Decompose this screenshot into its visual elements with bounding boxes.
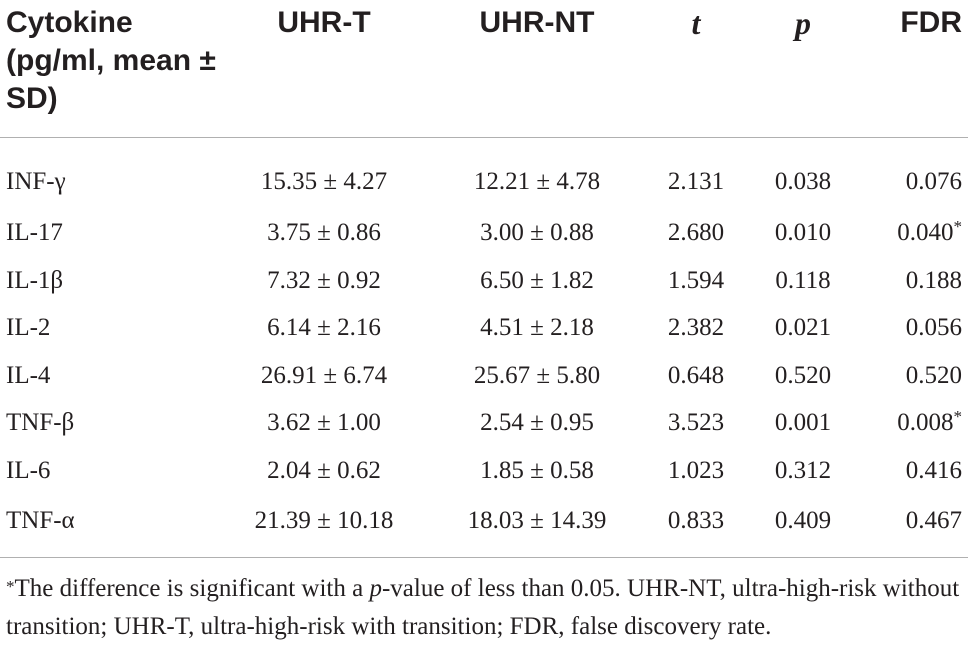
cell-fdr-value: 0.188 [905, 266, 962, 294]
cell-t [644, 257, 748, 305]
cell-uhr-nt-value: 2.54 ± 0.95 [480, 409, 594, 437]
cell-p-value: 0.001 [774, 409, 832, 437]
cell-uhr-t-value: 6.14 ± 2.16 [267, 314, 381, 342]
cell-p-value: 0.409 [774, 506, 832, 534]
cell-cytokine [0, 210, 218, 258]
cell-uhr-nt-value: 1.85 ± 0.58 [480, 456, 594, 484]
cell-cytokine [0, 305, 218, 353]
cell-uhr-nt-value: 6.50 ± 1.82 [480, 266, 594, 294]
cell-p-value: 0.312 [774, 456, 832, 484]
cell-cytokine-value: IL-4 [6, 361, 51, 389]
cell-uhr-t [218, 400, 430, 448]
cell-cytokine-value: IL-17 [6, 219, 63, 247]
table-header [0, 0, 968, 137]
cell-uhr-nt-value: 18.03 ± 14.39 [467, 506, 607, 534]
table-body [0, 137, 968, 557]
cell-t-value: 2.680 [667, 219, 725, 247]
cell-fdr [858, 137, 968, 210]
table-row [0, 352, 968, 400]
cell-t [644, 305, 748, 353]
cell-fdr [858, 400, 968, 448]
cell-fdr [858, 305, 968, 353]
cell-fdr [858, 257, 968, 305]
table-row [0, 210, 968, 258]
header-fdr: FDR [900, 6, 962, 39]
cell-t [644, 210, 748, 258]
header-p: p [795, 5, 811, 41]
header-uhr-t: UHR-T [277, 6, 371, 39]
table-row [0, 400, 968, 448]
cell-uhr-t [218, 257, 430, 305]
table-row [0, 495, 968, 558]
table-row [0, 305, 968, 353]
cell-cytokine-value: INF-γ [6, 167, 66, 195]
cell-uhr-t-value: 15.35 ± 4.27 [260, 167, 388, 195]
cell-t [644, 495, 748, 558]
cell-cytokine [0, 257, 218, 305]
cell-cytokine-value: IL-1β [6, 266, 64, 294]
cell-cytokine [0, 495, 218, 558]
cell-p-value: 0.118 [775, 266, 831, 294]
cell-uhr-t [218, 495, 430, 558]
cell-t [644, 352, 748, 400]
cell-t-value: 1.594 [667, 266, 725, 294]
cell-uhr-nt [430, 137, 644, 210]
footnote-text-1: The difference is significant with a [14, 575, 370, 602]
cell-cytokine [0, 447, 218, 495]
header-row [0, 0, 968, 137]
cell-cytokine [0, 400, 218, 448]
table-row [0, 137, 968, 210]
cell-t [644, 400, 748, 448]
cell-fdr [858, 495, 968, 558]
cell-fdr [858, 352, 968, 400]
cell-uhr-t [218, 447, 430, 495]
cell-cytokine [0, 137, 218, 210]
cell-cytokine-value: TNF-α [6, 506, 75, 534]
cell-p [748, 210, 858, 258]
cell-uhr-nt [430, 400, 644, 448]
cell-fdr-value: 0.520 [905, 361, 962, 389]
cell-uhr-nt-value: 4.51 ± 2.18 [480, 314, 594, 342]
cell-p [748, 495, 858, 558]
cell-p [748, 352, 858, 400]
cell-t-value: 2.131 [667, 167, 725, 195]
cell-cytokine-value: IL-2 [6, 314, 51, 342]
cell-p [748, 400, 858, 448]
significance-marker: * [953, 217, 962, 237]
cell-p-value: 0.010 [774, 219, 832, 247]
header-t: t [691, 5, 701, 41]
cell-uhr-nt-value: 3.00 ± 0.88 [480, 219, 594, 247]
table-row [0, 447, 968, 495]
cell-t [644, 137, 748, 210]
cell-uhr-nt [430, 257, 644, 305]
cell-uhr-nt-value: 12.21 ± 4.78 [473, 167, 601, 195]
cell-uhr-t-value: 2.04 ± 0.62 [267, 456, 381, 484]
cell-p-value: 0.038 [774, 167, 832, 195]
cell-uhr-t-value: 3.75 ± 0.86 [267, 219, 381, 247]
footnote-star: * [6, 577, 15, 596]
cell-t-value: 2.382 [667, 314, 725, 342]
cell-cytokine-value: IL-6 [6, 456, 51, 484]
header-uhr-nt: UHR-NT [479, 6, 595, 39]
cell-uhr-nt [430, 210, 644, 258]
significance-marker: * [953, 407, 962, 427]
cell-p [748, 137, 858, 210]
footnote-p-italic: p [369, 575, 382, 602]
cell-cytokine-value: TNF-β [6, 409, 75, 437]
cell-uhr-t [218, 210, 430, 258]
cell-t-value: 0.833 [667, 506, 725, 534]
cell-fdr-value: 0.416 [905, 456, 962, 484]
cell-fdr [858, 447, 968, 495]
cell-uhr-t [218, 305, 430, 353]
cell-uhr-nt [430, 447, 644, 495]
cell-cytokine [0, 352, 218, 400]
cell-t-value: 3.523 [667, 409, 725, 437]
table-row [0, 257, 968, 305]
cell-uhr-t-value: 7.32 ± 0.92 [267, 266, 381, 294]
cell-uhr-t [218, 352, 430, 400]
cell-uhr-nt-value: 25.67 ± 5.80 [473, 361, 601, 389]
header-cytokine: Cytokine (pg/ml, mean ± SD) [6, 6, 216, 115]
table-footnote [6, 570, 964, 646]
cell-uhr-nt [430, 305, 644, 353]
cell-uhr-t-value: 21.39 ± 10.18 [254, 506, 394, 534]
cell-uhr-t-value: 26.91 ± 6.74 [260, 361, 388, 389]
cell-fdr-value: 0.076 [905, 167, 962, 195]
cell-t-value: 0.648 [667, 361, 725, 389]
cell-p [748, 257, 858, 305]
cell-uhr-nt [430, 495, 644, 558]
cell-p [748, 305, 858, 353]
cell-p-value: 0.021 [774, 314, 832, 342]
cell-fdr-value: 0.040 [897, 219, 954, 247]
cell-uhr-t [218, 137, 430, 210]
footnote-text-2: -value of less than 0.05. UHR-NT, ultra-high-risk without transition; UHR-T, ultra-high-risk with transition; FDR, false discovery rate. [6, 575, 960, 640]
cell-fdr-value: 0.056 [905, 314, 962, 342]
cell-t-value: 1.023 [667, 456, 725, 484]
cell-fdr [858, 210, 968, 258]
cell-t [644, 447, 748, 495]
cell-uhr-nt [430, 352, 644, 400]
cell-fdr-value: 0.008 [897, 409, 954, 437]
cell-uhr-t-value: 3.62 ± 1.00 [267, 409, 381, 437]
cell-fdr-value: 0.467 [905, 506, 962, 534]
cell-p [748, 447, 858, 495]
cell-p-value: 0.520 [774, 361, 832, 389]
